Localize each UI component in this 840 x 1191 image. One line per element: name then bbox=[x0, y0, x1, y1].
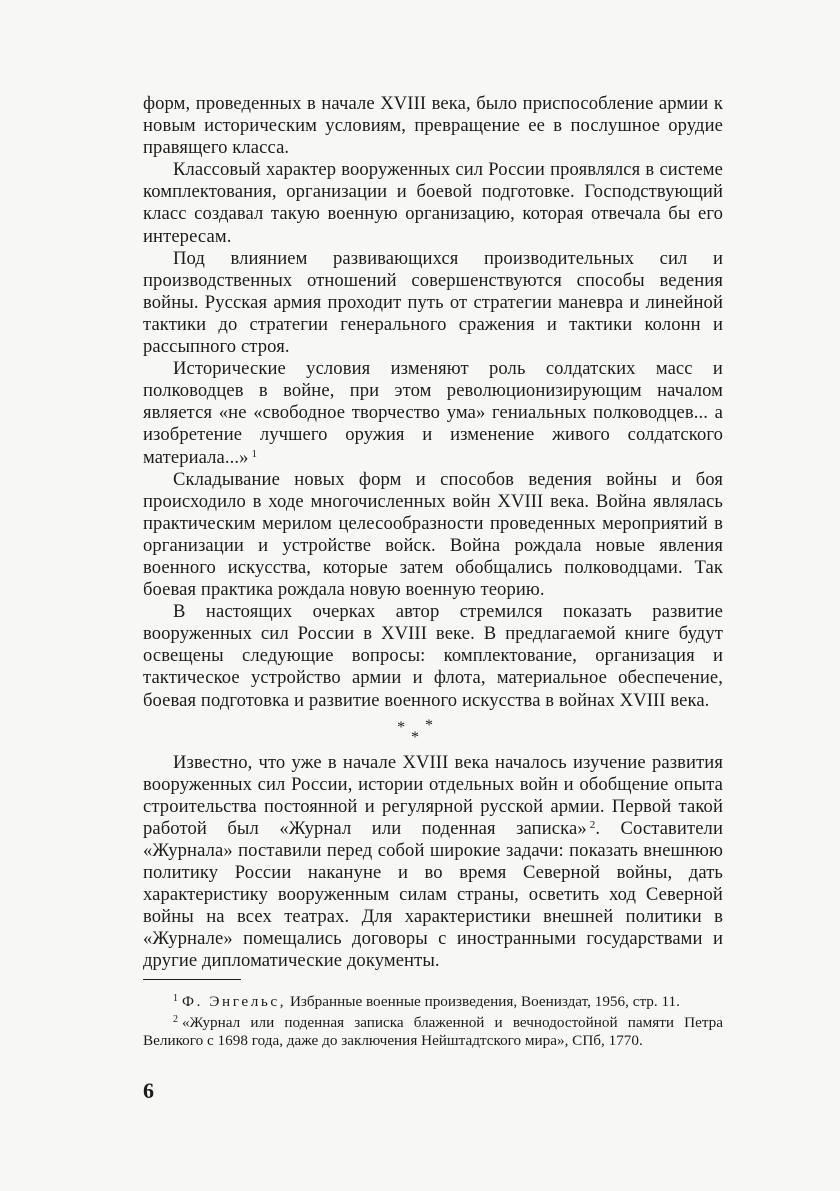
separator-star: * bbox=[397, 718, 405, 736]
footnote-ref-1: 1 bbox=[251, 447, 258, 460]
footnote-2: $^2$ «Журнал или поденная записка блаженной и вечнодостойной памяти Петра Великого с 1698 года, даже до заключения Нейштадтского мира», СПб, 1770. bbox=[143, 1013, 723, 1050]
paragraph-4: Исторические условия изменяют роль солдатских масс и полководцев в войне, при этом революционизирующим началом является «не «свободное творчество ума» гениальных полководцев... а изобретение лучшего оружия и изменение живого солдатского материала...» $^1$ bbox=[143, 358, 723, 468]
footnote-ref-2: 2 bbox=[589, 818, 596, 831]
paragraph-3: Под влиянием развивающихся производительных сил и производственных отношений совершенствуются способы ведения войны. Русская армия проходит путь от стратегии маневра и линейной тактики до стратегии генерального сражения и тактики колонн и рассыпного строя. bbox=[143, 247, 723, 358]
separator-star: * bbox=[411, 728, 419, 746]
paragraph-2: Классовый характер вооруженных сил России проявлялся в системе комплектования, организации и боевой подготовке. Господствующий класс создавал такую военную организацию, которая отвечала бы его интересам. bbox=[143, 159, 723, 247]
footnote-1: $^1$ Ф. Энгельс, Избранные военные произведения, Воениздат, 1956, стр. 11. bbox=[173, 992, 680, 1010]
footnote-divider bbox=[143, 979, 241, 980]
footnote-author: Ф. Энгельс, bbox=[182, 992, 287, 1010]
separator-star: * bbox=[425, 716, 433, 734]
paragraph-6: В настоящих очерках автор стремился показать развитие вооруженных сил России в XVIII веке. В предлагаемой книге будут освещены следующие вопросы: комплектование, организация и тактическое устройство армии и флота, материальное обеспечение, боевая подготовка и развитие военного искусства в войнах XVIII века. bbox=[143, 601, 723, 711]
page-number: 6 bbox=[143, 1078, 154, 1103]
paragraph-7: Известно, что уже в начале XVIII века началось изучение развития вооруженных сил России, истории отдельных войн и обобщение опыта строительства постоянной и регулярной русской армии. Первой такой работой был «Журнал или поденная записка» $^2$. Составители «Журнала» поставили перед собой широкие задачи: показать внешнюю политику России накануне и во время Северной войны, дать характеристику вооруженным силам страны, осветить ход Северной войны на всех театрах. Для характеристики внешней политики в «Журнале» помещались договоры с иностранными государствами и другие дипломатические документы. bbox=[143, 751, 723, 972]
paragraph-5: Складывание новых форм и способов ведения войны и боя происходило в ходе многочисленных войн XVIII века. Война являлась практическим мерилом целесообразности проведенных мероприятий в организации и устройстве войск. Война рождала новые явления военного искусства, которые затем обобщались полководцами. Так боевая практика рождала новую военную теорию. bbox=[143, 468, 723, 601]
paragraph-1: форм, проведенных в начале XVIII века, было приспособление армии к новым историческим условиям, превращение ее в послушное орудие правящего класса. bbox=[143, 93, 723, 159]
section-separator-asterism bbox=[143, 718, 723, 752]
page-body bbox=[143, 93, 723, 1050]
